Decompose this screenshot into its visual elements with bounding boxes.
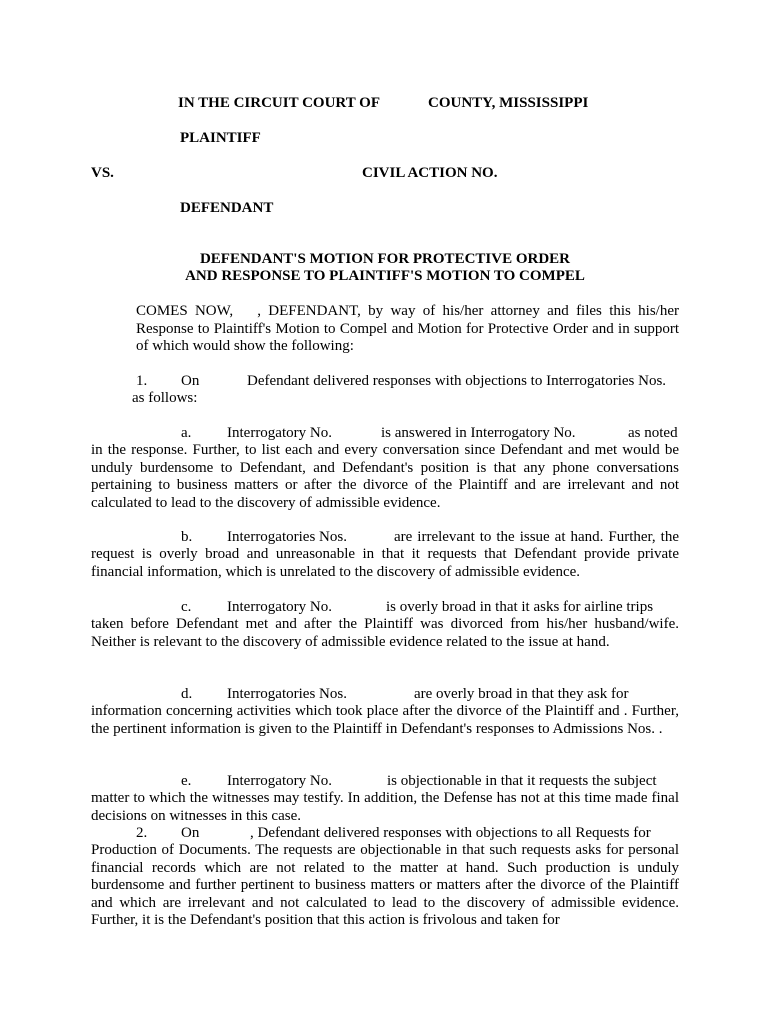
sub-a-body: in the response. Further, to list each and every conversation since Defendant and met would be unduly burdensome to Defendant, and Defendant's position is that any phone conversations pertaining to business matters or after the divorce of the Plaintiff and are irrelevant and not calculated to lead to the discovery of admissible evidence. bbox=[91, 442, 679, 511]
sub-e-body: matter to which the witnesses may testify. In addition, the Defense has not at this time made final decisions on witnesses in this case. bbox=[91, 790, 679, 824]
item1-text: Defendant delivered responses with objections to Interrogatories Nos. bbox=[247, 373, 667, 389]
court-county: COUNTY, MISSISSIPPI bbox=[428, 95, 589, 111]
sub-e-label: Interrogatory No. bbox=[227, 773, 332, 789]
item1-on: On bbox=[181, 373, 200, 389]
item2-on: On bbox=[181, 825, 200, 841]
civil-action-label: CIVIL ACTION NO. bbox=[362, 165, 498, 181]
sub-b-letter: b. bbox=[181, 529, 193, 545]
sub-a-label: Interrogatory No. bbox=[227, 425, 332, 441]
intro-paragraph bbox=[91, 303, 679, 356]
sub-a-tail: as noted bbox=[628, 425, 678, 441]
document-title-line2: AND RESPONSE TO PLAINTIFF'S MOTION TO COMPEL bbox=[185, 268, 585, 284]
sub-e-tail: is objectionable in that it requests the subject bbox=[387, 773, 657, 789]
intro-lead: COMES NOW, bbox=[136, 303, 234, 319]
sub-d-letter: d. bbox=[181, 686, 193, 702]
item1-number: 1. bbox=[136, 373, 148, 389]
sub-b-label: Interrogatories Nos. bbox=[227, 529, 347, 545]
sub-b-tail: are irrelevant to the issue at hand. Further, the bbox=[394, 529, 679, 545]
document-title-line1: DEFENDANT'S MOTION FOR PROTECTIVE ORDER bbox=[199, 251, 571, 267]
item1-follow: as follows: bbox=[132, 390, 198, 406]
defendant-label: DEFENDANT bbox=[180, 200, 274, 216]
sub-d-body: information concerning activities which took place after the divorce of the Plaintiff and . Further, the pertinent information is given to the Plaintiff in Defendant's responses to Admissions Nos. . bbox=[91, 703, 679, 737]
item2-lead: , Defendant delivered responses with objections to all Requests for bbox=[250, 825, 651, 841]
versus-label: VS. bbox=[91, 165, 114, 181]
item2-body: Production of Documents. The requests are objectionable in that such requests asks for personal financial records which are not related to the matter at hand. Such production is unduly burdensome and further pertinent to business matters or matters after the divorce of the Plaintiff and which are irrelevant and not calculated to lead to the discovery of admissible evidence. Further, it is the Defendant's position that this action is frivolous and taken for bbox=[91, 842, 679, 928]
sub-d-label: Interrogatories Nos. bbox=[227, 686, 347, 702]
sub-c-tail: is overly broad in that it asks for airline trips bbox=[386, 599, 654, 615]
sub-c-body: taken before Defendant met and after the Plaintiff was divorced from his/her husband/wife. Neither is relevant to the discovery of admissible evidence related to the issue at hand. bbox=[91, 616, 679, 650]
sub-d-tail: are overly broad in that they ask for bbox=[414, 686, 629, 702]
sub-c-label: Interrogatory No. bbox=[227, 599, 332, 615]
court-name: IN THE CIRCUIT COURT OF bbox=[178, 95, 381, 111]
intro-rest: , DEFENDANT, by way of his/her attorney and files this his/her Response to Plaintiff's Motion to Compel and Motion for Protective Order and in support of which would show the following: bbox=[136, 303, 679, 354]
sub-a-letter: a. bbox=[181, 425, 192, 441]
sub-c-letter: c. bbox=[181, 599, 192, 615]
sub-e-letter: e. bbox=[181, 773, 192, 789]
plaintiff-label: PLAINTIFF bbox=[180, 130, 261, 146]
sub-a-mid: is answered in Interrogatory No. bbox=[381, 425, 576, 441]
sub-b-body: request is overly broad and unreasonable in that it requests that Defendant provide private financial information, which is unrelated to the discovery of admissible evidence. bbox=[91, 546, 679, 580]
item2-number: 2. bbox=[136, 825, 148, 841]
